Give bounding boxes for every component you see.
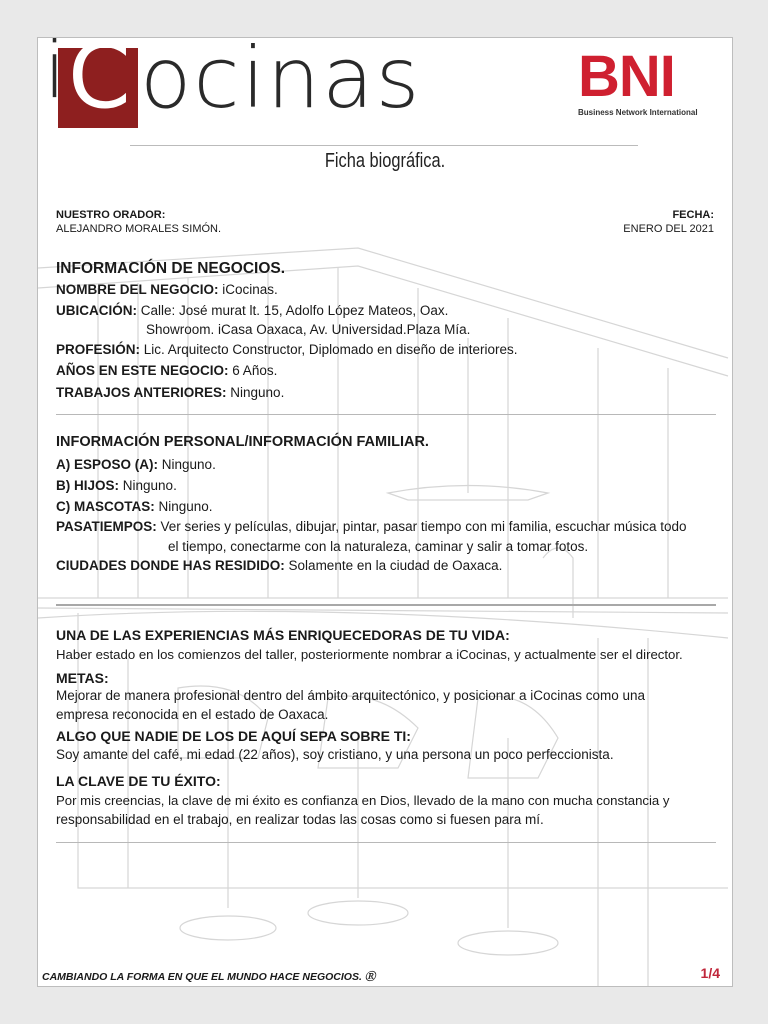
spouse-row	[56, 457, 216, 472]
hobbies-line-1: Ver series y películas, dibujar, pintar, pasar tiempo con mi familia, escuchar música todo	[160, 519, 687, 534]
bni-logo-word: BNI	[578, 44, 675, 109]
speaker-label: NUESTRO ORADOR:	[56, 209, 166, 221]
profession-label: PROFESIÓN:	[56, 342, 141, 357]
page-title: Ficha biográfica.	[324, 150, 446, 172]
children-label: B) HIJOS:	[56, 478, 120, 493]
business-heading: INFORMACIÓN DE NEGOCIOS.	[56, 260, 286, 277]
pets-row	[56, 499, 213, 514]
years-row	[56, 363, 277, 378]
speaker-value: ALEJANDRO MORALES SIMÓN.	[56, 223, 222, 235]
cities-value: Solamente en la ciudad de Oaxaca.	[288, 558, 503, 573]
icocinas-logo: i C ocinas	[44, 37, 422, 129]
years-value: 6 Años.	[232, 363, 278, 378]
divider-3	[56, 842, 716, 843]
location-row	[56, 303, 448, 318]
profession-row	[56, 342, 517, 357]
divider-2	[56, 604, 716, 606]
pets-label: C) MASCOTAS:	[56, 499, 155, 514]
secret-heading: ALGO QUE NADIE DE LOS DE AQUÍ SEPA SOBRE TI:	[56, 728, 411, 744]
location-line-1: Calle: José murat lt. 15, Adolfo López Mateos, Oax.	[140, 303, 449, 318]
years-label: AÑOS EN ESTE NEGOCIO:	[56, 363, 229, 378]
title-rule	[130, 145, 638, 146]
cities-row	[56, 558, 502, 573]
date-label: FECHA:	[672, 209, 714, 221]
location-line-2: Showroom. iCasa Oaxaca, Av. Universidad.Plaza Mía.	[146, 322, 471, 337]
hobbies-label: PASATIEMPOS:	[56, 519, 157, 534]
document-page	[37, 37, 733, 987]
business-name-row	[56, 282, 278, 297]
business-name-label: NOMBRE DEL NEGOCIO:	[56, 282, 219, 297]
experience-heading: UNA DE LAS EXPERIENCIAS MÁS ENRIQUECEDORAS DE TU VIDA:	[56, 627, 510, 643]
children-row	[56, 478, 177, 493]
pets-value: Ninguno.	[158, 499, 213, 514]
bni-logo	[578, 44, 718, 117]
goals-line-1: Mejorar de manera profesional dentro del ámbito arquitectónico, y posicionar a iCocinas como una	[56, 688, 646, 703]
previous-jobs-row	[56, 385, 284, 400]
bni-tagline: Business Network International	[578, 108, 698, 117]
date-value: ENERO DEL 2021	[623, 223, 714, 235]
experience-text: Haber estado en los comienzos del taller, posteriormente nombrar a iCocinas, y actualmente ser el director.	[56, 647, 683, 662]
personal-heading: INFORMACIÓN PERSONAL/INFORMACIÓN FAMILIAR.	[56, 434, 429, 450]
cities-label: CIUDADES DONDE HAS RESIDIDO:	[56, 558, 285, 573]
success-line-1: Por mis creencias, la clave de mi éxito es confianza en Dios, llevado de la mano con mucha constancia y	[56, 793, 670, 808]
children-value: Ninguno.	[122, 478, 177, 493]
goals-line-2: empresa reconocida en el estado de Oaxaca.	[56, 707, 329, 722]
success-heading: LA CLAVE DE TU ÉXITO:	[56, 773, 221, 789]
hobbies-row	[56, 519, 687, 534]
goals-heading: METAS:	[56, 670, 109, 686]
footer-slogan: CAMBIANDO LA FORMA EN QUE EL MUNDO HACE NEGOCIOS. Ⓡ	[42, 971, 376, 983]
previous-jobs-value: Ninguno.	[230, 385, 285, 400]
business-name-value: iCocinas.	[222, 282, 278, 297]
previous-jobs-label: TRABAJOS ANTERIORES:	[56, 385, 227, 400]
profession-value: Lic. Arquitecto Constructor, Diplomado en diseño de interiores.	[143, 342, 518, 357]
divider-1	[56, 414, 716, 415]
location-label: UBICACIÓN:	[56, 303, 137, 318]
spouse-value: Ninguno.	[161, 457, 216, 472]
hobbies-line-2: el tiempo, conectarme con la naturaleza, caminar y salir a tomar fotos.	[168, 539, 589, 554]
spouse-label: A) ESPOSO (A):	[56, 457, 159, 472]
success-line-2: responsabilidad en el trabajo, en realizar todas las cosas como si fuesen para mí.	[56, 812, 544, 827]
secret-text: Soy amante del café, mi edad (22 años), soy cristiano, y una persona un poco perfeccionista.	[56, 747, 614, 762]
page-number: 1/4	[700, 965, 720, 981]
